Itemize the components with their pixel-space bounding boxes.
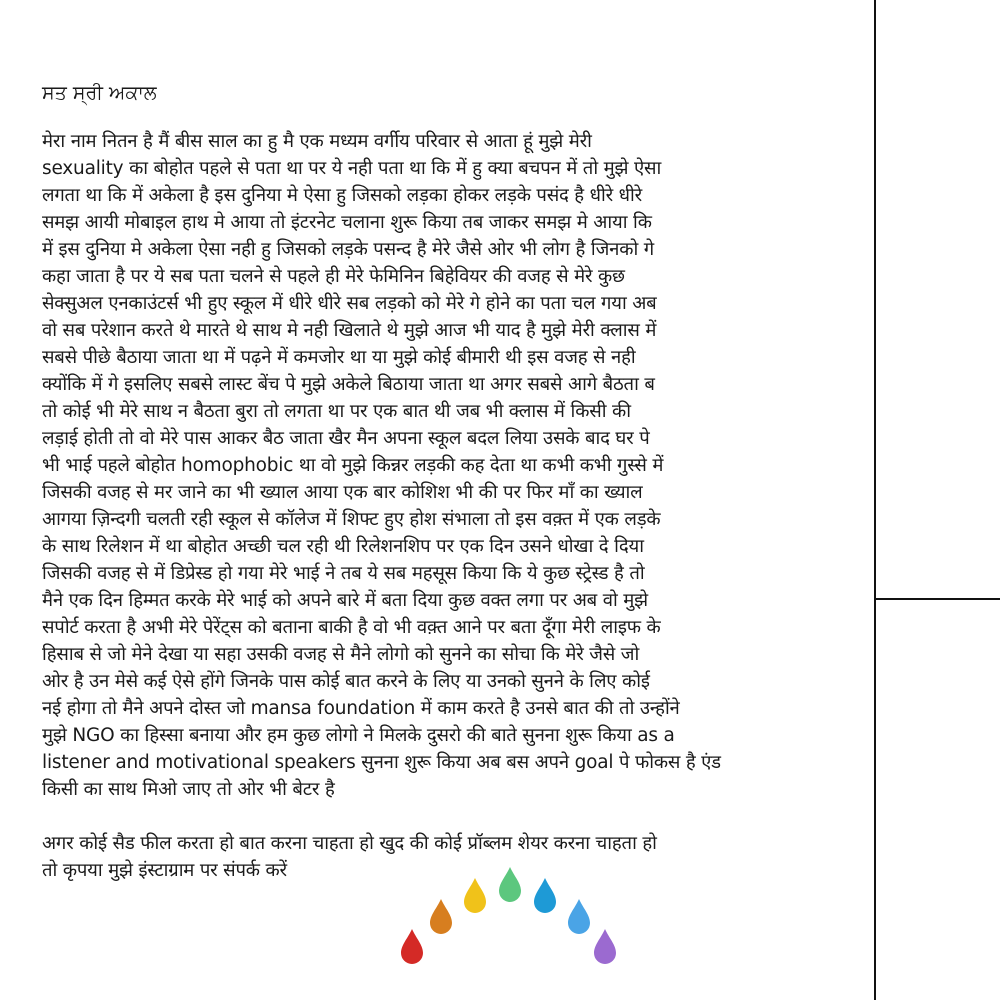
paragraph-gap (42, 803, 847, 830)
text-line: वो सब परेशान करते थे मारते थे साथ मे नही खिलाते थे मुझे आज भी याद है मुझे मेरी क्लास में (42, 320, 657, 341)
red-drop-icon (399, 928, 425, 966)
text-line: लड़ाई होती तो वो मेरे पास आकर बैठ जाता खैर मैन अपना स्कूल बदल लिया उसके बाद घर पे (42, 428, 650, 449)
green-drop-icon (497, 866, 523, 904)
text-line: मुझे NGO का हिस्सा बनाया और हम कुछ लोगो ने मिलके दुसरो की बाते सुनना शुरू किया as a (42, 725, 675, 746)
text-line: sexuality का बोहोत पहले से पता था पर ये नही पता था कि में हु क्या बचपन में तो मुझे ऐसा (42, 158, 662, 179)
text-line: नई होगा तो मैने अपने दोस्त जो mansa foundation में काम करते है उनसे बात की तो उन्होंने (42, 698, 680, 719)
rainbow-drops-decoration (395, 862, 625, 972)
text-line: ओर है उन मेसे कई ऐसे होंगे जिनके पास कोई बात करने के लिए या उनको सुनने के लिए कोई (42, 671, 650, 692)
text-line: के साथ रिलेशन में था बोहोत अच्छी चल रही थी रिलेशनशिप पर एक दिन उसने धोखा दे दिया (42, 536, 644, 557)
greeting-heading: ਸਤ ਸ੍ਰੀ ਅਕਾਲ (42, 82, 157, 104)
orange-drop-icon (428, 898, 454, 936)
yellow-drop-icon (462, 877, 488, 915)
text-line: मेरा नाम नितन है मैं बीस साल का हु मै एक मध्यम वर्गीय परिवार से आता हूं मुझे मेरी (42, 131, 592, 152)
text-line: सबसे पीछे बैठाया जाता था में पढ़ने में कमजोर था या मुझे कोई बीमारी थी इस वजह से नही (42, 347, 636, 368)
text-line: किसी का साथ मिओ जाए तो ओर भी बेटर है (42, 779, 335, 800)
purple-drop-icon (592, 928, 618, 966)
text-line: जिसकी वजह से मर जाने का भी ख्याल आया एक बार कोशिश भी की पर फिर माँ का ख्याल (42, 482, 643, 503)
text-line: क्योंकि में गे इसलिए सबसे लास्ट बेंच पे मुझे अकेले बिठाया जाता था अगर सबसे आगे बैठता ब (42, 374, 655, 395)
text-line: listener and motivational speakers सुनना शुरू किया अब बस अपने goal पे फोकस है एंड (42, 752, 721, 773)
text-line: कहा जाता है पर ये सब पता चलने से पहले ही मेरे फेमिनिन बिहेवियर की वजह से मेरे कुछ (42, 266, 625, 287)
text-line: तो कृपया मुझे इंस्टाग्राम पर संपर्क करें (42, 860, 287, 881)
text-line: सेक्सुअल एनकाउंटर्स भी हुए स्कूल में धीरे धीरे सब लड़को को मेरे गे होने का पता चल गया अब (42, 293, 657, 314)
right-border-vertical-line (874, 0, 876, 1000)
text-line: सपोर्ट करता है अभी मेरे पेरेंट्स को बताना बाकी है वो भी वक़्त आने पर बता दूँगा मेरी लाइफ के (42, 617, 661, 638)
right-border-horizontal-line (875, 598, 1000, 600)
text-line: भी भाई पहले बोहोत homophobic था वो मुझे किन्नर लड़की कह देता था कभी कभी गुस्से में (42, 455, 664, 476)
text-line: तो कोई भी मेरे साथ न बैठता बुरा तो लगता था पर एक बात थी जब भी क्लास में किसी की (42, 401, 631, 422)
letter-body (42, 128, 847, 884)
light-blue-drop-icon (566, 898, 592, 936)
text-line: आगया ज़िन्दगी चलती रही स्कूल से कॉलेज में शिफ्ट हुए होश संभाला तो इस वक़्त में एक लड़के (42, 509, 661, 530)
blue-drop-icon (532, 877, 558, 915)
text-line: लगता था कि में अकेला है इस दुनिया मे ऐसा हु जिसको लड़का होकर लड़के पसंद है धीरे धीरे (42, 185, 642, 206)
text-line: अगर कोई सैड फील करता हो बात करना चाहता हो खुद की कोई प्रॉब्लम शेयर करना चाहता हो (42, 833, 657, 854)
text-line: हिसाब से जो मेने देखा या सहा उसकी वजह से मैने लोगो को सुनने का सोचा कि मेरे जैसे जो (42, 644, 640, 665)
text-line: जिसकी वजह से में डिप्रेस्ड हो गया मेरे भाई ने तब ये सब महसूस किया कि ये कुछ स्ट्रेस्ड है तो (42, 563, 645, 584)
text-line: में इस दुनिया मे अकेला ऐसा नही हु जिसको लड़के पसन्द है मेरे जैसे ओर भी लोग है जिनको गे (42, 239, 654, 260)
text-line: मैने एक दिन हिम्मत करके मेरे भाई को अपने बारे में बता दिया कुछ वक्त लगा पर अब वो मुझे (42, 590, 648, 611)
text-line: समझ आयी मोबाइल हाथ मे आया तो इंटरनेट चलाना शुरू किया तब जाकर समझ मे आया कि (42, 212, 652, 233)
